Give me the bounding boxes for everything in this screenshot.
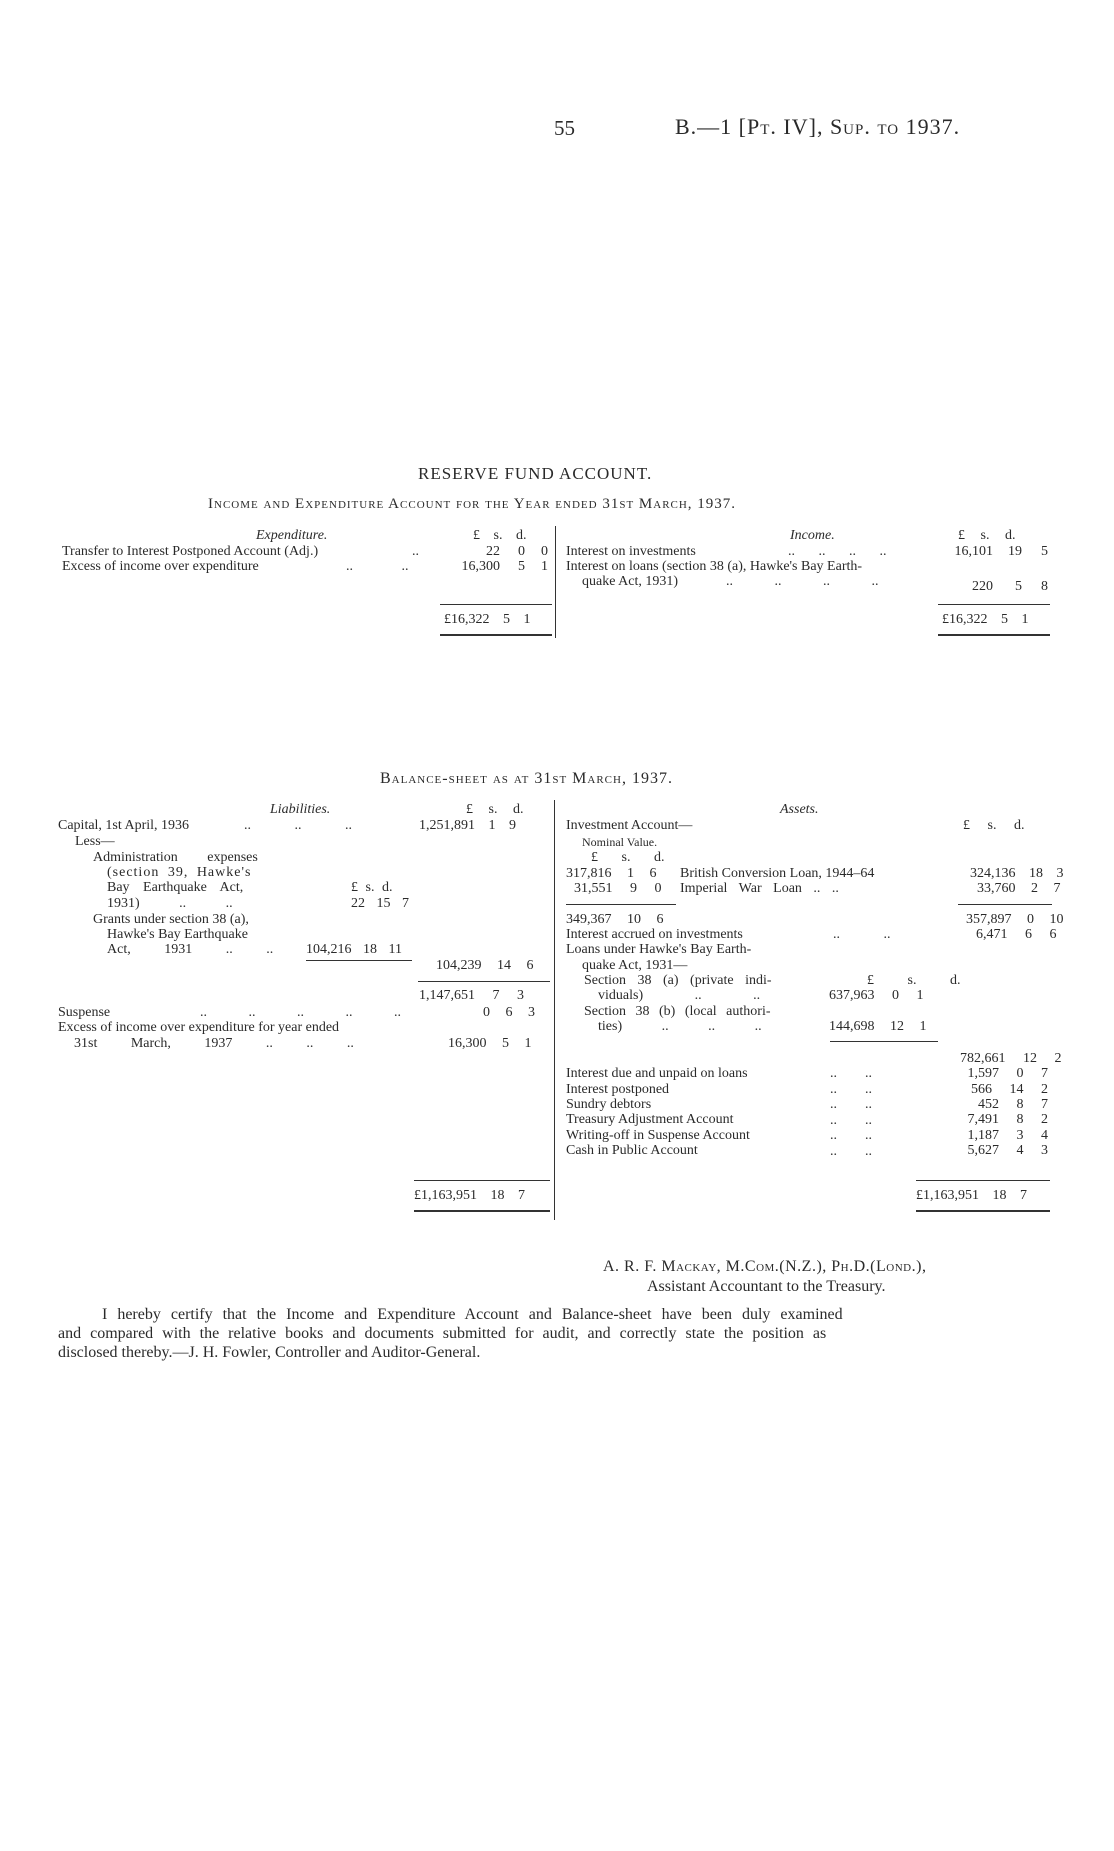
nominal-total: 349,367 10 6 xyxy=(566,912,664,927)
row-shillings: 5 xyxy=(518,559,525,574)
exp-lsd-header: £ s. d. xyxy=(473,528,527,543)
row-pounds: 16,101 xyxy=(954,544,993,559)
liabilities-heading: Liabilities. xyxy=(270,802,331,817)
inc-lsd-header: £ s. d. xyxy=(958,528,1016,543)
row-pounds: 16,300 xyxy=(461,559,500,574)
loans-line: Loans under Hawke's Bay Earth- xyxy=(566,942,752,957)
liab-lsd-header: £ s. d. xyxy=(466,802,524,817)
loans-total: 782,661 12 2 xyxy=(960,1051,1062,1066)
row-pence: 0 xyxy=(541,544,548,559)
less-total: 104,239 14 6 xyxy=(436,958,534,973)
nominal-value: 31,551 9 0 xyxy=(574,881,662,896)
row-shillings: 19 xyxy=(1008,544,1022,559)
interest-accrued-value: 6,471 6 6 xyxy=(976,927,1057,942)
admin-expenses-line: (section 39, Hawke's xyxy=(107,865,252,880)
investments-total: 357,897 0 10 xyxy=(966,912,1064,927)
asset-label: Interest postponed xyxy=(566,1082,670,1097)
row-label: Transfer to Interest Postponed Account (Adj.) xyxy=(62,544,319,559)
row-shillings: 5 xyxy=(1015,579,1022,594)
row-pounds: 22 xyxy=(486,544,500,559)
admin-expenses-line: Bay Earthquake Act, xyxy=(107,880,244,895)
row-dots: .. xyxy=(412,544,419,559)
capital-value: 1,251,891 1 9 xyxy=(419,818,516,833)
assets-heading: Assets. xyxy=(780,802,819,817)
admin-lsd-header: £ s. d. xyxy=(351,880,393,895)
section-38b-line: ties) .. .. .. xyxy=(598,1019,762,1034)
investment-value: 33,760 2 7 xyxy=(977,881,1061,896)
asset-label: Cash in Public Account xyxy=(566,1143,698,1158)
less-label: Less— xyxy=(75,834,115,849)
capital-dots: .. .. .. xyxy=(244,818,352,833)
certification-line: and compared with the relative books and documents submitted for audit, and correctly state the position as xyxy=(58,1325,827,1342)
section-38a-line: Section 38 (a) (private indi- xyxy=(584,973,772,988)
asset-value: 5,627 4 3 xyxy=(967,1143,1048,1158)
loans-lsd-header: £ s. d. xyxy=(867,973,961,988)
less-subtotal-rule xyxy=(306,960,412,961)
page-number: 55 xyxy=(554,116,575,140)
capital-label: Capital, 1st April, 1936 xyxy=(58,818,190,833)
asset-label: Writing-off in Suspense Account xyxy=(566,1128,750,1143)
admin-expenses-line: 1931) .. .. xyxy=(107,896,233,911)
row-dots: .. .. .. .. xyxy=(788,544,887,559)
asset-value: 1,597 0 7 xyxy=(967,1066,1048,1081)
balance-sheet-title: Balance-sheet as at 31st March, 1937. xyxy=(380,770,673,787)
suspense-dots: .. .. .. .. .. xyxy=(200,1005,401,1020)
row-pence: 8 xyxy=(1041,579,1048,594)
nominal-value: 317,816 1 6 xyxy=(566,866,657,881)
reserve-title: RESERVE FUND ACCOUNT. xyxy=(418,464,653,483)
investment-label: British Conversion Loan, 1944–64 xyxy=(680,866,875,881)
signatory-title: Assistant Accountant to the Treasury. xyxy=(647,1278,886,1295)
inc-total-double-rule xyxy=(938,634,1050,636)
asset-label: Treasury Adjustment Account xyxy=(566,1112,734,1127)
grants-line: Grants under section 38 (a), xyxy=(93,912,249,927)
capital-less-subtotal: 1,147,651 7 3 xyxy=(419,988,524,1003)
reserve-column-divider xyxy=(555,526,556,638)
section-38b-value: 144,698 12 1 xyxy=(829,1019,927,1034)
suspense-value: 0 6 3 xyxy=(483,1005,535,1020)
expenditure-total: £16,322 5 1 xyxy=(444,612,531,627)
investment-value: 324,136 18 3 xyxy=(970,866,1064,881)
income-heading: Income. xyxy=(790,528,835,543)
asset-value: 1,187 3 4 xyxy=(967,1128,1048,1143)
row-shillings: 0 xyxy=(518,544,525,559)
nominal-lsd-header: £ s. d. xyxy=(591,850,665,865)
row-label: Interest on loans (section 38 (a), Hawke's Bay Earth- xyxy=(566,559,863,574)
loans-subtotal-rule xyxy=(830,1041,938,1042)
exp-total-rule xyxy=(440,604,552,605)
nominal-total-rule xyxy=(566,904,676,905)
liabilities-total: £1,163,951 18 7 xyxy=(414,1188,525,1203)
investment-label: Imperial War Loan .. .. xyxy=(680,881,839,896)
row-label: Interest on investments xyxy=(566,544,696,559)
assets-total: £1,163,951 18 7 xyxy=(916,1188,1027,1203)
expenditure-heading: Expenditure. xyxy=(256,528,328,543)
assets-total-double-rule xyxy=(916,1210,1050,1212)
grants-value: 104,216 18 11 xyxy=(306,942,402,957)
asset-value: 452 8 7 xyxy=(978,1097,1048,1112)
grants-line: Hawke's Bay Earthquake xyxy=(107,927,248,942)
excess-value: 16,300 5 1 xyxy=(448,1036,532,1051)
section-38b-line: Section 38 (b) (local authori- xyxy=(584,1004,771,1019)
row-dots: .. .. .. .. xyxy=(726,574,879,589)
asset-label: Interest due and unpaid on loans xyxy=(566,1066,748,1081)
row-pence: 1 xyxy=(541,559,548,574)
balance-column-divider xyxy=(554,800,555,1220)
grants-line: Act, 1931 .. .. xyxy=(107,942,274,957)
investments-total-rule xyxy=(958,904,1052,905)
admin-expenses-line: Administration expenses xyxy=(93,850,258,865)
row-pence: 5 xyxy=(1041,544,1048,559)
row-label-continued: quake Act, 1931) xyxy=(582,574,679,589)
interest-accrued-label: Interest accrued on investments xyxy=(566,927,743,942)
section-38a-value: 637,963 0 1 xyxy=(829,988,924,1003)
loans-line: quake Act, 1931— xyxy=(582,958,688,973)
excess-line: 31st March, 1937 .. .. .. xyxy=(74,1036,354,1051)
certification-line: I hereby certify that the Income and Expenditure Account and Balance-sheet have been duly examined xyxy=(102,1306,843,1323)
row-label: Excess of income over expenditure xyxy=(62,559,259,574)
assets-total-rule xyxy=(916,1180,1050,1181)
document-reference: B.—1 [Pt. IV], Sup. to 1937. xyxy=(675,114,961,139)
asset-dots-column: .. .. .. .. .. .. .. .. .. .. .. .. xyxy=(830,1066,872,1159)
asset-value: 7,491 8 2 xyxy=(967,1112,1048,1127)
reserve-subtitle: Income and Expenditure Account for the Year ended 31st March, 1937. xyxy=(208,496,737,512)
suspense-label: Suspense xyxy=(58,1005,111,1020)
subtotal-rule xyxy=(418,981,550,982)
income-total: £16,322 5 1 xyxy=(942,612,1029,627)
signatory-name: A. R. F. Mackay, M.Com.(N.Z.), Ph.D.(Lond.), xyxy=(603,1258,927,1275)
inc-total-rule xyxy=(938,604,1050,605)
nominal-value-label: Nominal Value. xyxy=(582,835,658,849)
admin-expenses-value: 22 15 7 xyxy=(351,896,409,911)
asset-value: 566 14 2 xyxy=(971,1082,1048,1097)
excess-line: Excess of income over expenditure for year ended xyxy=(58,1020,340,1035)
certification-line: disclosed thereby.—J. H. Fowler, Controller and Auditor-General. xyxy=(58,1344,481,1361)
liab-total-rule xyxy=(414,1180,550,1181)
investment-account-label: Investment Account— xyxy=(566,818,693,833)
row-dots: .. .. xyxy=(346,559,409,574)
interest-accrued-dots: .. .. xyxy=(833,927,891,942)
section-38a-line: viduals) .. .. xyxy=(598,988,761,1003)
row-pounds: 220 xyxy=(972,579,993,594)
assets-lsd-header: £ s. d. xyxy=(963,818,1025,833)
exp-total-double-rule xyxy=(440,634,552,636)
asset-label: Sundry debtors xyxy=(566,1097,652,1112)
liab-total-double-rule xyxy=(414,1210,550,1212)
